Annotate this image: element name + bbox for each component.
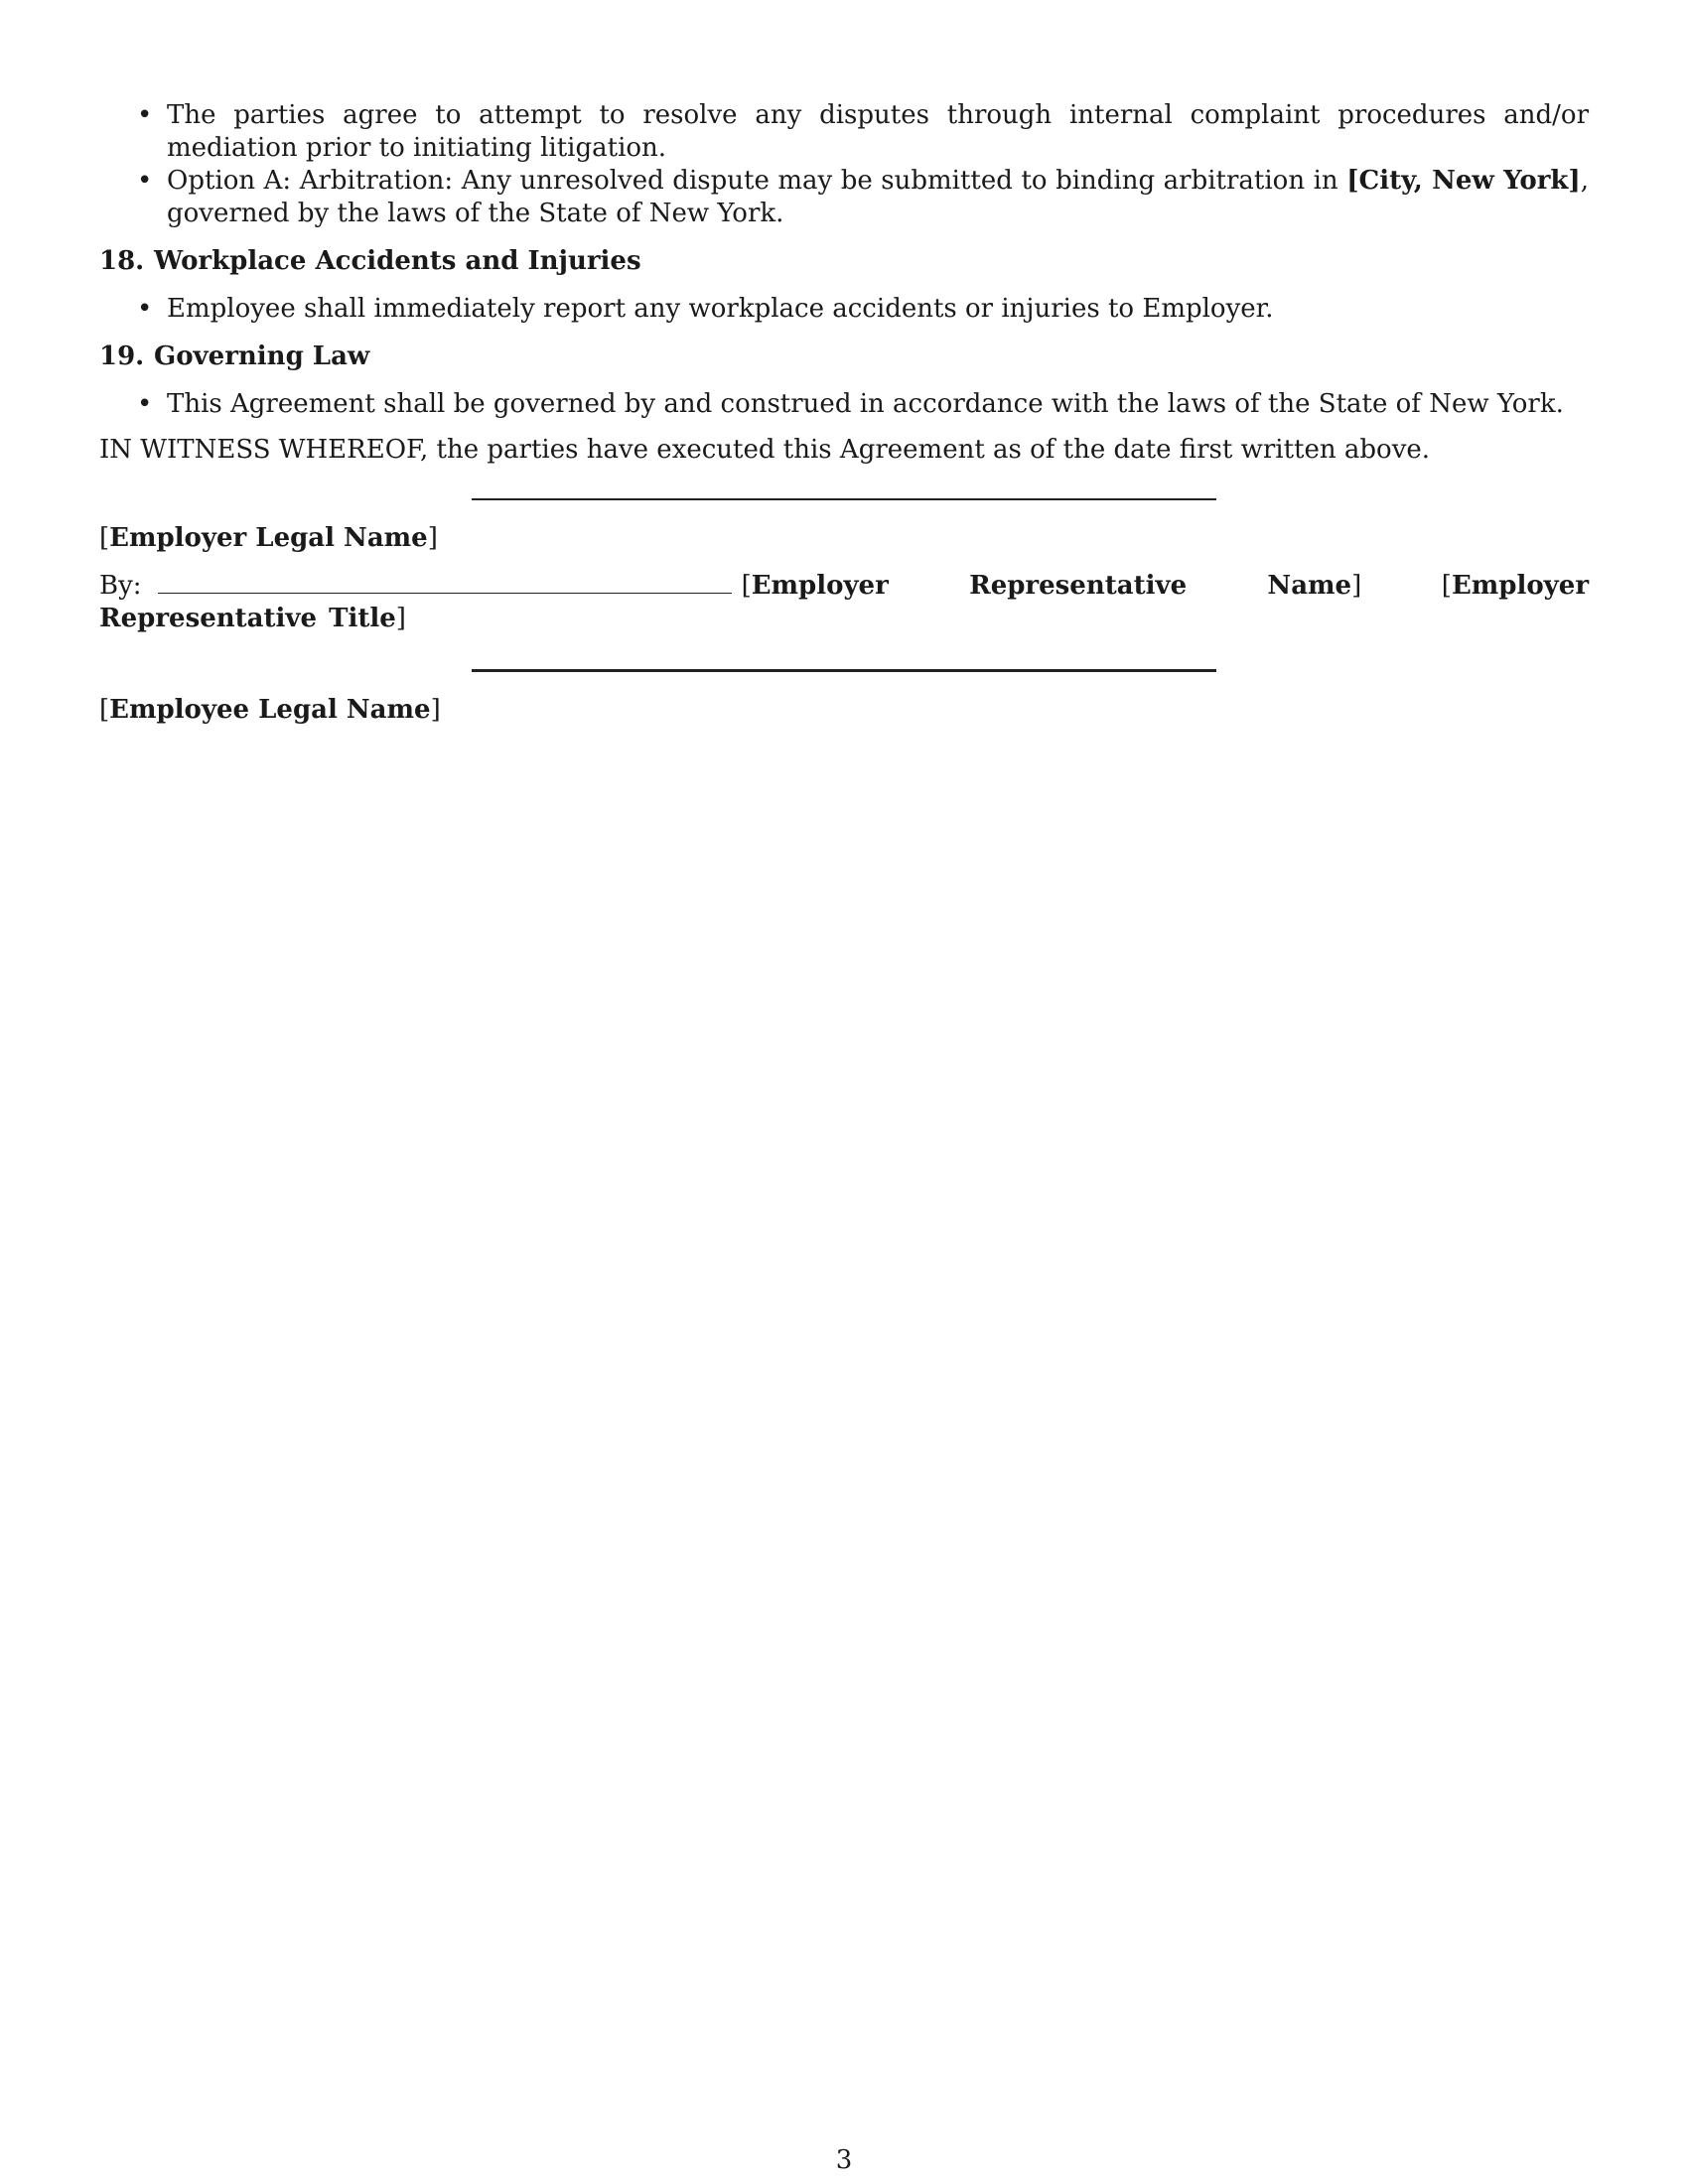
employer-signature-line: [472, 498, 1216, 500]
section-title: Workplace Accidents and Injuries: [154, 246, 641, 276]
section-heading-19: [99, 341, 1589, 373]
section-number: 18.: [99, 246, 145, 276]
arbitration-suffix: , governed by the laws of the State of New York.: [167, 166, 1589, 228]
list-item: [99, 99, 1589, 165]
employee-signature-line: [472, 669, 1216, 672]
section-number: 19.: [99, 341, 145, 371]
bullet-text: The parties agree to attempt to resolve any disputes through internal complaint procedures and/or mediation prior to initiating litigation.: [167, 100, 1589, 163]
by-label: By:: [99, 571, 142, 601]
dispute-resolution-list: [99, 99, 1589, 230]
employer-rep-title: Employer Representative Title: [99, 571, 1590, 633]
by-signature-line: [158, 573, 732, 594]
arbitration-location: [City, New York]: [1346, 166, 1581, 196]
employer-rep-name: Employer Representative Name: [751, 571, 1352, 601]
document-page: [99, 99, 1589, 727]
bullet-text: Employee shall immediately report any workplace accidents or injuries to Employer.: [167, 294, 1274, 324]
list-item: [99, 388, 1589, 421]
arbitration-prefix: Option A: Arbitration: Any unresolved dispute may be submitted to binding arbitration in: [167, 166, 1347, 196]
employee-legal-name: [Employee Legal Name]: [99, 695, 441, 725]
bullet-text: This Agreement shall be governed by and construed in accordance with the laws of the State of New York.: [167, 389, 1564, 419]
section-title: Governing Law: [154, 341, 370, 371]
employer-by-row: By: [Employer Representative Name] [Employer Representative Title]: [99, 571, 1590, 633]
section-19-list: [99, 388, 1589, 421]
list-item: [99, 165, 1589, 230]
list-item: [99, 293, 1589, 326]
section-heading-18: [99, 245, 1589, 278]
page-number: 3: [835, 2145, 853, 2175]
employer-legal-name: [Employer Legal Name]: [99, 523, 438, 553]
section-18-list: [99, 293, 1589, 326]
witness-clause: IN WITNESS WHEREOF, the parties have executed this Agreement as of the date first written above.: [99, 435, 1431, 465]
